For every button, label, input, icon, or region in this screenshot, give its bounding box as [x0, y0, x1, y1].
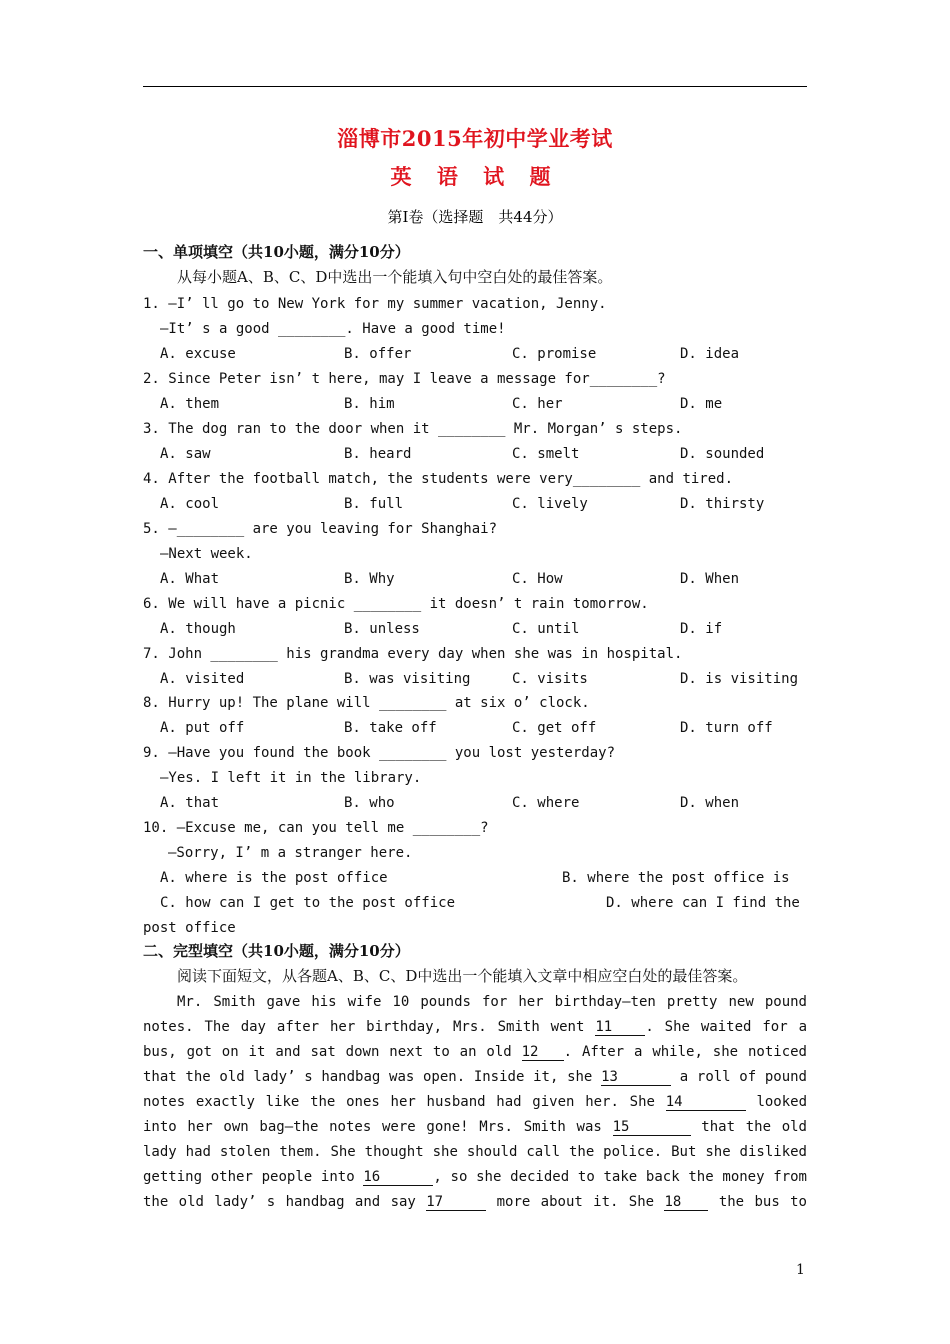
blank-14: 14 [666, 1095, 746, 1111]
q3-option-b: B. heard [344, 446, 412, 462]
blank-11: 11 [595, 1020, 645, 1036]
q5-stem-2: —Next week. [160, 546, 253, 562]
q2-option-d: D. me [680, 396, 723, 412]
q2-option-b: B. him [344, 396, 395, 412]
q9-option-a: A. that [160, 795, 220, 811]
passage-line-5: notes exactly like the ones her husband had given her. She 14 looked [143, 1094, 808, 1110]
section2-instruction: 阅读下面短文，从各题A、B、C、D中选出一个能填入文章中相应空白处的最佳答案。 [177, 967, 748, 985]
blank-12: 12 [522, 1045, 564, 1061]
q5-option-a: A. What [160, 571, 220, 587]
passage-line-6: into her own bag—the notes were gone! Mrs. Smith was 15 that the old [143, 1119, 807, 1135]
q10-option-b: B. where the post office is [562, 870, 790, 886]
q8-stem: 8. Hurry up! The plane will ________ at six o’ clock. [143, 695, 590, 711]
q4-option-c: C. lively [512, 496, 588, 512]
section1-heading: 一、单项填空（共10小题，满分10分） [143, 243, 410, 261]
q1-stem: 1. —I’ ll go to New York for my summer vacation, Jenny. [143, 296, 607, 312]
passage-line-4: that the old lady’ s handbag was open. Inside it, she 13 a roll of pound [143, 1069, 807, 1085]
q10-option-d-wrap: post office [143, 920, 236, 936]
q7-stem: 7. John ________ his grandma every day when she was in hospital. [143, 646, 683, 662]
q6-option-b: B. unless [344, 621, 420, 637]
q1-option-d: D. idea [680, 346, 740, 362]
passage-line-3: bus, got on it and sat down next to an old 12 . After a while, she noticed [143, 1044, 807, 1060]
q6-option-d: D. if [680, 621, 723, 637]
q1-option-b: B. offer [344, 346, 412, 362]
section2-heading: 二、完型填空（共10小题，满分10分） [143, 942, 410, 960]
q6-stem: 6. We will have a picnic ________ it doesn’ t rain tomorrow. [143, 596, 649, 612]
blank-18: 18 [664, 1195, 708, 1211]
q3-stem: 3. The dog ran to the door when it ________ Mr. Morgan’ s steps. [143, 421, 683, 437]
q6-option-c: C. until [512, 621, 580, 637]
q1-option-a: A. excuse [160, 346, 236, 362]
q8-option-d: D. turn off [680, 720, 773, 736]
q4-option-b: B. full [344, 496, 404, 512]
section1-instruction: 从每小题A、B、C、D中选出一个能填入句中空白处的最佳答案。 [177, 268, 613, 286]
q10-stem-2: —Sorry, I’ m a stranger here. [168, 845, 413, 861]
q1-stem-2: —It’ s a good ________. Have a good time! [160, 321, 506, 337]
q7-option-a: A. visited [160, 671, 245, 687]
q3-option-d: D. sounded [680, 446, 765, 462]
q6-option-a: A. though [160, 621, 236, 637]
volume-heading: 第Ⅰ卷（选择题 共44分） [387, 208, 563, 226]
q1-option-c: C. promise [512, 346, 597, 362]
blank-15: 15 [613, 1120, 691, 1136]
q10-option-d: D. where can I find the [606, 895, 800, 911]
blank-13: 13 [601, 1070, 671, 1086]
q7-option-b: B. was visiting [344, 671, 471, 687]
exam-title: 淄博市2015年初中学业考试 [337, 126, 613, 151]
page-number: 1 [796, 1262, 805, 1278]
q9-stem: 9. —Have you found the book ________ you lost yesterday? [143, 745, 616, 761]
q5-option-c: C. How [512, 571, 563, 587]
q5-stem: 5. —________ are you leaving for Shanghai? [143, 521, 498, 537]
exam-subtitle: 英 语 试 题 [390, 164, 560, 189]
blank-16: 16 [363, 1170, 433, 1186]
passage-line-1: Mr. Smith gave his wife 10 pounds for her birthday—ten pretty new pound [177, 994, 807, 1010]
q10-option-a: A. where is the post office [160, 870, 388, 886]
q10-option-c: C. how can I get to the post office [160, 895, 456, 911]
q8-option-a: A. put off [160, 720, 245, 736]
passage-line-9: the old lady’ s handbag and say 17 more about it. She 18 the bus to [143, 1194, 807, 1210]
top-rule [143, 86, 807, 87]
q4-option-d: D. thirsty [680, 496, 765, 512]
passage-line-8: getting other people into 16 , so she decided to take back the money from [143, 1169, 807, 1185]
q7-option-d: D. is visiting [680, 671, 799, 687]
q2-stem: 2. Since Peter isn’ t here, may I leave a message for________? [143, 371, 666, 387]
passage-line-7: lady had stolen them. She thought she should call the police. But she disliked [143, 1144, 807, 1160]
q9-option-c: C. where [512, 795, 580, 811]
q7-option-c: C. visits [512, 671, 588, 687]
q5-option-d: D. When [680, 571, 740, 587]
blank-17: 17 [426, 1195, 486, 1211]
q4-stem: 4. After the football match, the students were very________ and tired. [143, 471, 734, 487]
q9-option-d: D. when [680, 795, 740, 811]
q5-option-b: B. Why [344, 571, 395, 587]
q8-option-b: B. take off [344, 720, 437, 736]
q3-option-c: C. smelt [512, 446, 580, 462]
passage-line-2: notes. The day after her birthday, Mrs. Smith went 11 . She waited for a [143, 1019, 808, 1035]
q10-stem: 10. —Excuse me, can you tell me ________? [143, 820, 489, 836]
q2-option-a: A. them [160, 396, 220, 412]
q2-option-c: C. her [512, 396, 563, 412]
q3-option-a: A. saw [160, 446, 211, 462]
q8-option-c: C. get off [512, 720, 597, 736]
q9-option-b: B. who [344, 795, 395, 811]
q4-option-a: A. cool [160, 496, 220, 512]
q9-stem-2: —Yes. I left it in the library. [160, 770, 422, 786]
